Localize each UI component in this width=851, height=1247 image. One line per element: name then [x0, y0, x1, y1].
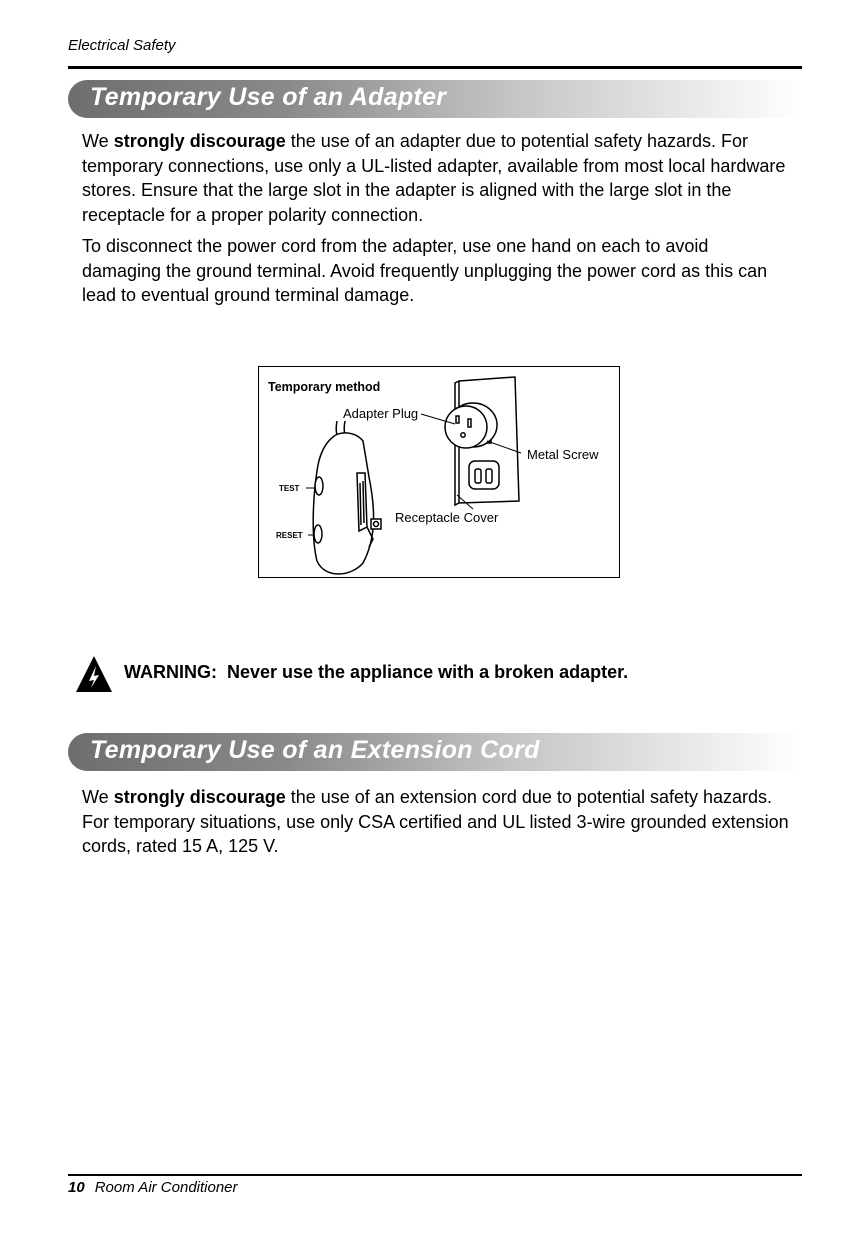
warning-label: WARNING:	[124, 662, 217, 682]
page-number: 10	[68, 1179, 85, 1196]
adapter-diagram	[258, 366, 620, 578]
label-adapter-plug: Adapter Plug	[343, 406, 419, 421]
adapter-section-heading	[68, 80, 802, 118]
header-section-label: Electrical Safety	[68, 37, 176, 54]
adapter-diagram-drawing	[259, 367, 621, 579]
footer-rule	[68, 1174, 802, 1176]
adapter-paragraph-2: To disconnect the power cord from the adapter, use one hand on each to avoid damaging the ground terminal. Avoid frequently unplugging the power cord as this can lead to eventual ground terminal damage.	[82, 236, 768, 305]
header-rule	[68, 66, 802, 69]
para-rest: the use of an extension cord due to potential safety hazards. For temporary situations, use only CSA certified and UL listed 3-wire grounded extension cords, rated 15 A, 125 V.	[82, 787, 789, 856]
adapter-paragraph-1	[82, 129, 792, 227]
label-test: TEST	[279, 484, 300, 493]
adapter-section-title: Temporary Use of an Adapter	[90, 83, 447, 111]
extension-section-heading	[68, 733, 802, 771]
gfci-cord-plug-drawing	[313, 421, 381, 574]
warning-text: Never use the appliance with a broken adapter.	[227, 662, 629, 682]
warning-lightning-icon	[74, 654, 114, 694]
para-lead: We	[82, 787, 114, 807]
extension-paragraph-1	[82, 785, 792, 859]
warning-message	[124, 662, 628, 683]
label-receptacle-cover: Receptacle Cover	[395, 510, 499, 525]
label-reset: RESET	[276, 531, 303, 540]
extension-section-title: Temporary Use of an Extension Cord	[90, 736, 540, 764]
para-lead: We	[82, 131, 114, 151]
para-rest: the use of an adapter due to potential safety hazards. For temporary connections, use only a UL-listed adapter, available from most local hardware stores. Ensure that the large slot in the adapter is aligned with the large slot in the receptacle for a proper polarity connection.	[82, 131, 786, 225]
label-metal-screw: Metal Screw	[527, 447, 599, 462]
strong-discourage-text: strongly discourage	[113, 131, 286, 151]
strong-discourage-text: strongly discourage	[113, 787, 286, 807]
page-footer	[68, 1179, 238, 1196]
figure-title: Temporary method	[268, 380, 381, 394]
manual-title: Room Air Conditioner	[94, 1179, 238, 1196]
